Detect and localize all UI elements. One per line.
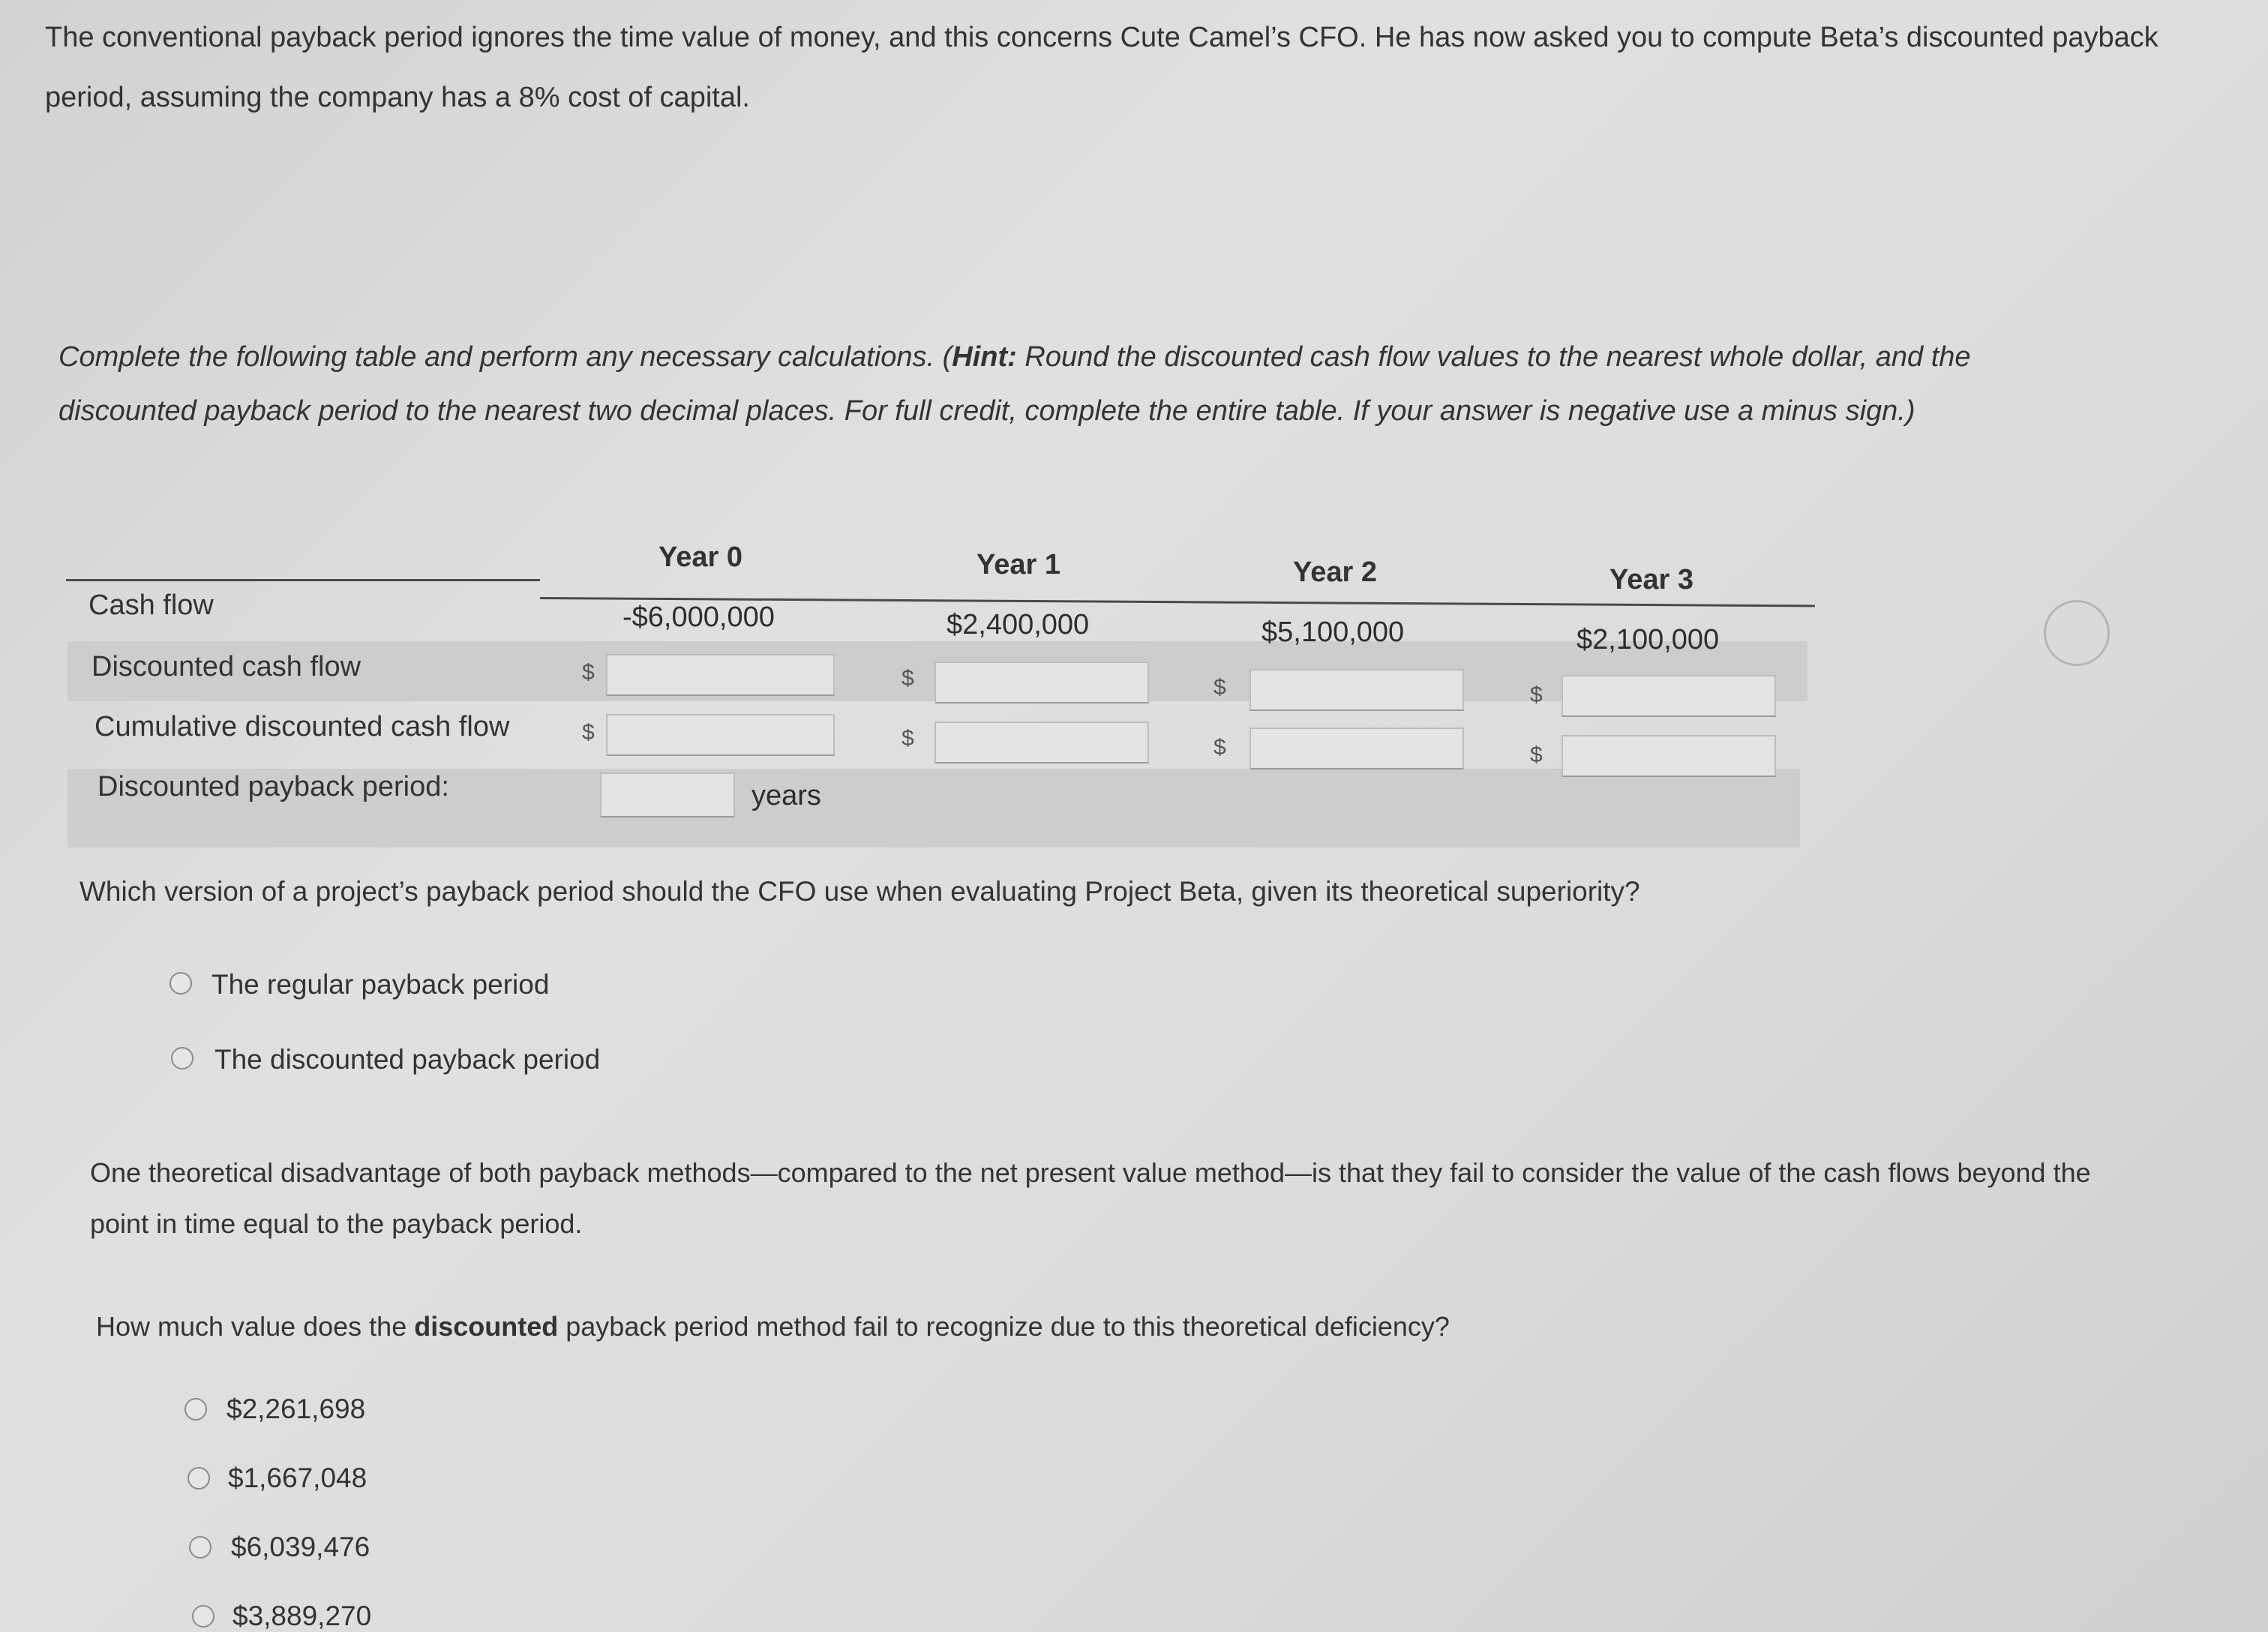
row-label-cumulative-discounted-cash-flow: Cumulative discounted cash flow bbox=[94, 711, 510, 742]
table-top-rule bbox=[66, 579, 540, 581]
question2-lead: How much value does the bbox=[96, 1311, 415, 1342]
option-value-2[interactable]: $1,667,048 bbox=[228, 1462, 368, 1493]
decorative-circle bbox=[2044, 600, 2110, 666]
hint-text: Round the discounted cash flow values to the nearest whole dollar, and the discounted payback period to the nearest two decimal places. For full credit, complete the entire table. If your answer is negative use a minus sign.) bbox=[58, 341, 1971, 427]
option-discounted-payback[interactable]: The discounted payback period bbox=[214, 1044, 601, 1075]
cumulative-discounted-cash-flow-year-1-input[interactable] bbox=[934, 722, 1149, 764]
radio-option-4[interactable] bbox=[192, 1605, 214, 1628]
question-unrecognized-value bbox=[96, 1311, 1450, 1342]
radio-regular-payback[interactable] bbox=[170, 972, 192, 994]
currency-cum-1: $ bbox=[902, 726, 914, 751]
cash-flow-year-0: -$6,000,000 bbox=[622, 602, 775, 633]
cash-flow-year-2: $5,100,000 bbox=[1262, 616, 1405, 648]
option-value-4[interactable]: $3,889,270 bbox=[232, 1600, 372, 1631]
intro-text: The conventional payback period ignores the time value of money, and this concerns Cute Camel’s CFO. He has now asked you to compute Beta’s discounted payback period, assuming the company has a 8% cost of capital. bbox=[45, 22, 2158, 113]
option-regular-payback[interactable]: The regular payback period bbox=[212, 969, 550, 1000]
option-value-1[interactable]: $2,261,698 bbox=[226, 1394, 366, 1424]
header-year-1: Year 1 bbox=[976, 549, 1060, 580]
radio-option-1[interactable] bbox=[184, 1398, 207, 1420]
header-year-2: Year 2 bbox=[1293, 556, 1377, 588]
cumulative-discounted-cash-flow-year-3-input[interactable] bbox=[1562, 735, 1776, 777]
currency-dcf-3: $ bbox=[1530, 682, 1543, 707]
question2-bold: discounted bbox=[414, 1311, 559, 1342]
discounted-cash-flow-year-2-input[interactable] bbox=[1250, 669, 1464, 711]
discounted-payback-period-input[interactable] bbox=[600, 772, 735, 818]
header-year-3: Year 3 bbox=[1610, 564, 1694, 596]
radio-discounted-payback[interactable] bbox=[171, 1047, 194, 1070]
discounted-cash-flow-year-0-input[interactable] bbox=[606, 654, 835, 696]
instructions-lead: Complete the following table and perform any necessary calculations. ( bbox=[58, 341, 952, 373]
currency-cum-0: $ bbox=[582, 720, 595, 745]
disadvantage-text: One theoretical disadvantage of both payback methods—compared to the net present value method—is that they fail to consider the value of the cash flows beyond the point in time equal to the payback period. bbox=[90, 1157, 2091, 1239]
payback-period-label: Discounted payback period: bbox=[98, 771, 449, 802]
radio-option-3[interactable] bbox=[189, 1536, 212, 1558]
payback-unit: years bbox=[752, 780, 821, 812]
instructions bbox=[58, 330, 2114, 438]
question2-tail: payback period method fail to recognize due to this theoretical deficiency? bbox=[558, 1311, 1450, 1342]
currency-dcf-1: $ bbox=[902, 666, 914, 691]
discounted-cash-flow-year-3-input[interactable] bbox=[1562, 675, 1776, 717]
row-label-cash-flow: Cash flow bbox=[88, 590, 214, 621]
cash-flow-year-3: $2,100,000 bbox=[1576, 624, 1720, 656]
currency-cum-2: $ bbox=[1214, 735, 1226, 760]
radio-option-2[interactable] bbox=[188, 1467, 210, 1490]
header-year-0: Year 0 bbox=[658, 542, 742, 573]
cumulative-discounted-cash-flow-year-0-input[interactable] bbox=[606, 714, 835, 756]
currency-cum-3: $ bbox=[1530, 742, 1543, 767]
cash-flow-year-1: $2,400,000 bbox=[946, 609, 1090, 640]
cumulative-discounted-cash-flow-year-2-input[interactable] bbox=[1250, 728, 1464, 770]
discounted-cash-flow-year-1-input[interactable] bbox=[934, 662, 1149, 704]
currency-dcf-0: $ bbox=[582, 660, 595, 685]
currency-dcf-2: $ bbox=[1214, 675, 1226, 700]
question-payback-version: Which version of a project’s payback period should the CFO use when evaluating Project Beta, given its theoretical superiority? bbox=[80, 876, 1640, 907]
hint-label: Hint: bbox=[952, 341, 1017, 373]
row-label-discounted-cash-flow: Discounted cash flow bbox=[92, 651, 362, 682]
option-value-3[interactable]: $6,039,476 bbox=[231, 1532, 370, 1562]
